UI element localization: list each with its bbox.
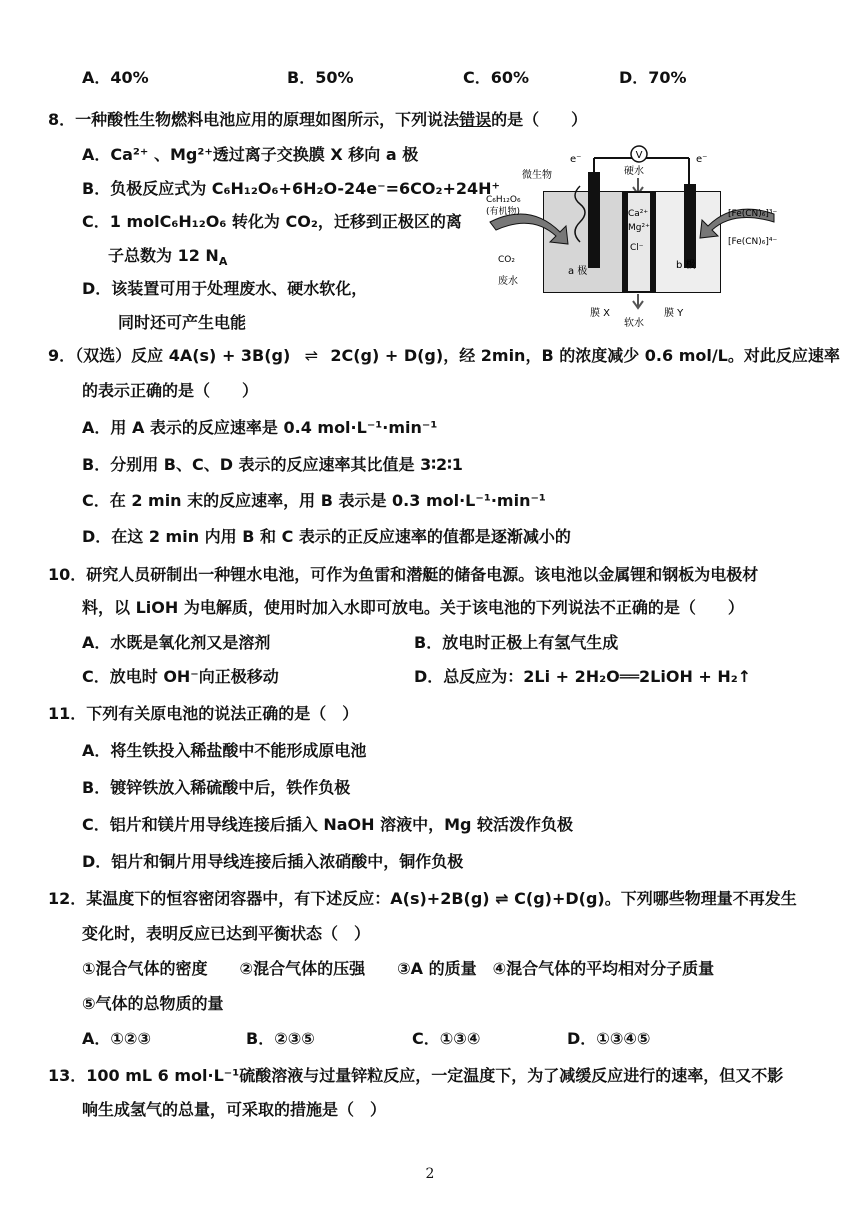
glucose-sub-label: (有机物) <box>486 207 521 217</box>
q8-option-d-line1: D．该装置可用于处理废水、硬水软化， <box>82 279 368 298</box>
q9-stem-part1: 9．（双选）反应 4A(s) + 3B(g) <box>48 346 291 365</box>
q10-option-a: A．水既是氧化剂又是溶剂 <box>82 633 271 652</box>
q9-stem-part2: 2C(g) + D(g)，经 2min，B 的浓度减少 0.6 mol/L。对此反应速率 <box>330 346 840 365</box>
waste-water-label: 废水 <box>498 276 518 287</box>
q9-stem-line2: 的表示正确的是（ ） <box>82 381 259 400</box>
q12-option-b: B．②③⑤ <box>246 1029 315 1048</box>
q7-option-b: B．50% <box>287 68 354 87</box>
q10-option-b: B．放电时正极上有氢气生成 <box>414 633 619 652</box>
q11-stem: 11．下列有关原电池的说法正确的是（ ） <box>48 704 359 723</box>
membrane-x <box>622 192 628 292</box>
membrane-y <box>650 192 656 292</box>
q8-stem-prefix: 8．一种酸性生物燃料电池应用的原理如图所示，下列说法 <box>48 110 460 129</box>
q11-option-d: D．铝片和铜片用导线连接后插入浓硝酸中，铜作负极 <box>82 852 464 871</box>
electrode-a <box>588 172 600 268</box>
q7-option-a: A．40% <box>82 68 149 87</box>
q7-option-d: D．70% <box>619 68 687 87</box>
soft-water-label: 软水 <box>624 318 644 329</box>
q8-option-c-sub: A <box>218 255 228 269</box>
q9-stem-line1 <box>48 346 840 366</box>
equilibrium-arrow-icon: ⇌ <box>304 346 317 365</box>
q12-items-line1: ①混合气体的密度 ②混合气体的压强 ③A 的质量 ④混合气体的平均相对分子质量 <box>82 959 715 978</box>
q11-option-b: B．镀锌铁放入稀硫酸中后，铁作负极 <box>82 778 351 797</box>
membrane-y-label: 膜 Y <box>664 308 684 319</box>
q13-stem-line1: 13．100 mL 6 mol·L⁻¹硫酸溶液与过量锌粒反应，一定温度下，为了减缓反应进行的速率，但又不影 <box>48 1066 784 1085</box>
q10-option-c: C．放电时 OH⁻向正极移动 <box>82 667 279 686</box>
glucose-label: C₆H₁₂O₆ <box>486 195 521 205</box>
q13-stem-line2: 响生成氢气的总量，可采取的措施是（ ） <box>82 1100 387 1119</box>
q9-option-d: D．在这 2 min 内用 B 和 C 表示的正反应速率的值都是逐渐减小的 <box>82 527 571 546</box>
membrane-x-label: 膜 X <box>590 308 611 319</box>
q12-option-d: D．①③④⑤ <box>567 1029 651 1048</box>
e-right-label: e⁻ <box>696 154 708 165</box>
q8-stem <box>48 110 587 130</box>
q9-option-b: B．分别用 B、C、D 表示的反应速率其比值是 3∶2∶1 <box>82 455 463 474</box>
e-left-label: e⁻ <box>570 154 582 165</box>
q12-stem-line2: 变化时，表明反应已达到平衡状态（ ） <box>82 924 371 943</box>
q10-stem-line2: 料，以 LiOH 为电解质，使用时加入水即可放电。关于该电池的下列说法不正确的是（ ） <box>82 598 744 617</box>
q8-option-d-line2: 同时还可产生电能 <box>118 313 247 332</box>
fe3-label: [Fe(CN)₆]³⁻ <box>728 209 778 219</box>
q8-option-c-line2 <box>108 246 228 269</box>
microbe-label: 微生物 <box>522 170 552 181</box>
q8-option-b: B．负极反应式为 C₆H₁₂O₆+6H₂O-24e⁻=6CO₂+24H⁺ <box>82 179 500 198</box>
electrode-b <box>684 184 696 268</box>
q12-stem-line1: 12．某温度下的恒容密闭容器中，有下述反应：A(s)+2B(g) ⇌ C(g)+D(g)。下列哪些物理量不再发生 <box>48 889 797 908</box>
q11-option-a: A．将生铁投入稀盐酸中不能形成原电池 <box>82 741 367 760</box>
ion-ca-label: Ca²⁺ <box>628 209 649 219</box>
q8-option-c-line1: C．1 molC₆H₁₂O₆ 转化为 CO₂，迁移到正极区的离 <box>82 212 462 231</box>
q9-option-a: A．用 A 表示的反应速率是 0.4 mol·L⁻¹·min⁻¹ <box>82 418 438 437</box>
fe4-label: [Fe(CN)₆]⁴⁻ <box>728 237 778 247</box>
ion-mg-label: Mg²⁺ <box>628 223 650 233</box>
soft-water-arrow-icon <box>633 294 643 308</box>
q9-option-c: C．在 2 min 末的反应速率，用 B 表示是 0.3 mol·L⁻¹·min⁻¹ <box>82 491 546 510</box>
q8-stem-suffix: 的是（ ） <box>491 110 588 129</box>
page-number: 2 <box>425 1166 435 1182</box>
q10-stem-line1: 10．研究人员研制出一种锂水电池，可作为鱼雷和潜艇的储备电源。该电池以金属锂和钢板为电极材 <box>48 565 759 584</box>
q8-stem-underlined: 错误 <box>459 110 492 129</box>
voltmeter-label: V <box>635 150 643 161</box>
q10-option-d: D．总反应为：2Li + 2H₂O══2LiOH + H₂↑ <box>414 667 752 686</box>
fuel-cell-diagram <box>484 140 784 332</box>
q8-option-a: A．Ca²⁺ 、Mg²⁺透过离子交换膜 X 移向 a 极 <box>82 145 419 164</box>
q7-option-c: C．60% <box>463 68 530 87</box>
hard-water-label: 硬水 <box>624 166 644 177</box>
co2-label: CO₂ <box>498 255 515 265</box>
q12-option-c: C．①③④ <box>412 1029 481 1048</box>
ion-cl-label: Cl⁻ <box>630 243 644 253</box>
b-pole-label: b 极 <box>676 260 696 271</box>
q12-items-line2: ⑤气体的总物质的量 <box>82 994 224 1013</box>
q8-option-c-text: 子总数为 12 N <box>108 246 219 265</box>
q12-option-a: A．①②③ <box>82 1029 152 1048</box>
a-pole-label: a 极 <box>568 266 588 277</box>
q11-option-c: C．铝片和镁片用导线连接后插入 NaOH 溶液中，Mg 较活泼作负极 <box>82 815 574 834</box>
